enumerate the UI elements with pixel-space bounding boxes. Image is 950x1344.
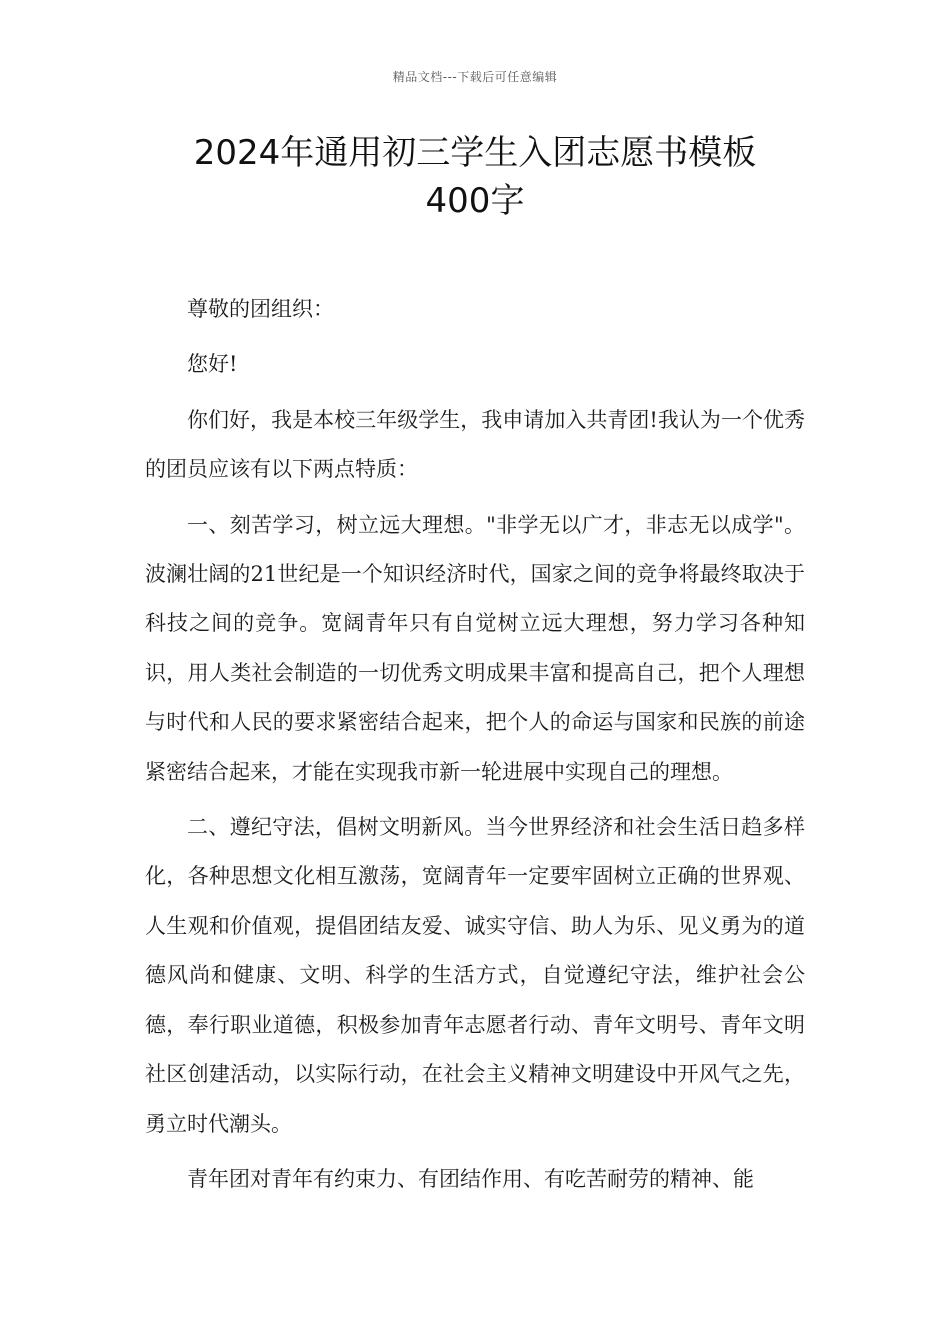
paragraph-closing: 青年团对青年有约束力、有团结作用、有吃苦耐劳的精神、能 [187, 1166, 754, 1191]
page-header: 精品文档---下载后可任意编辑 [392, 70, 558, 84]
greeting: 您好! [187, 352, 238, 377]
document-body [145, 285, 805, 1204]
salutation: 尊敬的团组织： [187, 297, 334, 321]
title-line-1: 2024年通用初三学生入团志愿书模板 [193, 133, 757, 173]
paragraph-point-one: 一、刻苦学习，树立远大理想。"非学无以广才，非志无以成学"。波澜壮阔的21世纪是一个知识经济时代，国家之间的竞争将最终取决于科技之间的竞争。宽阔青年只有自觉树立远大理想，努力学习各种知识，用人类社会制造的一切优秀文明成果丰富和提高自己，把个人理想与时代和人民的要求紧密结合起来，把个人的命运与国家和民族的前途紧密结合起来，才能在实现我市新一轮进展中实现自己的理想。 [145, 512, 805, 784]
title-line-2: 400字 [425, 181, 525, 221]
document-title [145, 129, 805, 225]
paragraph-intro: 你们好，我是本校三年级学生，我申请加入共青团!我认为一个优秀的团员应该有以下两点特质： [145, 407, 805, 482]
paragraph-point-two: 二、遵纪守法，倡树文明新风。当今世界经济和社会生活日趋多样化，各种思想文化相互激荡，宽阔青年一定要牢固树立正确的世界观、人生观和价值观，提倡团结友爱、诚实守信、助人为乐、见义勇为的道德风尚和健康、文明、科学的生活方式，自觉遵纪守法，维护社会公德，奉行职业道德，积极参加青年志愿者行动、青年文明号、青年文明社区创建活动，以实际行动，在社会主义精神文明建设中开风气之先，勇立时代潮头。 [145, 815, 805, 1136]
